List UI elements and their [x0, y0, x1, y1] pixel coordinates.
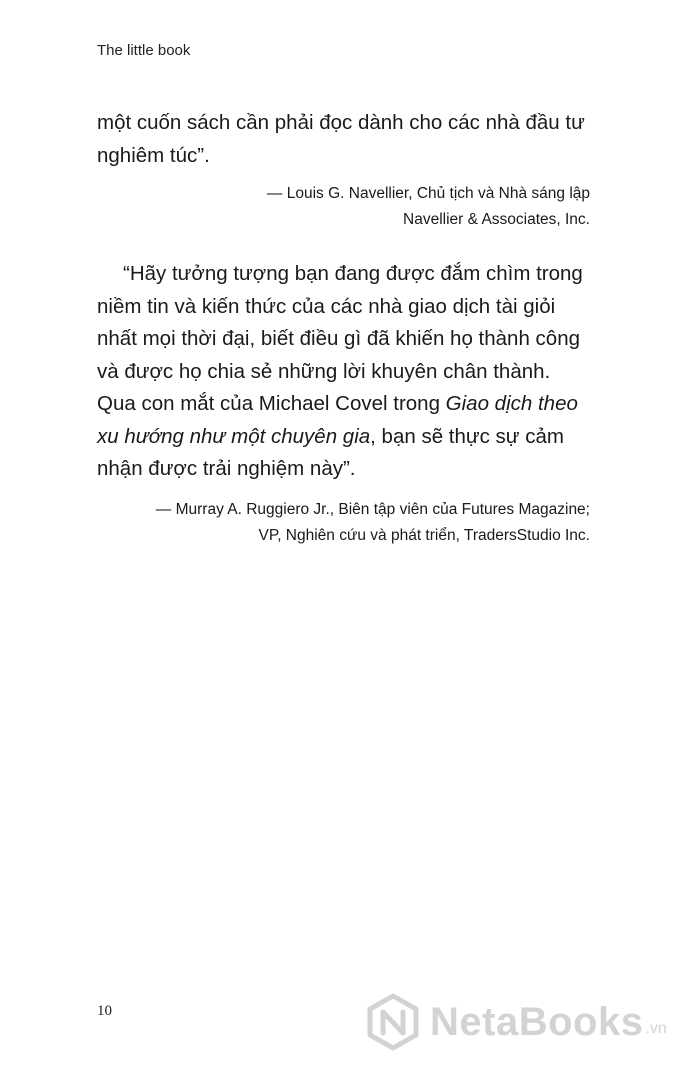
quote-2-text-before: “Hãy tưởng tượng bạn đang được đắm chìm trong niềm tin và kiến thức của các nhà giao dịch tài giỏi nhất mọi thời đại, biết điều gì đã khiến họ thành công và được họ chia sẻ những lời khuyên chân thành. Qua con mắt của Michael Covel trong [97, 262, 583, 415]
quote-2-attribution-line-2: VP, Nghiên cứu và phát triển, TradersStudio Inc. [258, 526, 590, 544]
watermark [364, 993, 667, 1051]
quote-2-attribution-line-1: — Murray A. Ruggiero Jr., Biên tập viên của Futures Magazine; [155, 501, 590, 518]
quote-1-text: một cuốn sách cần phải đọc dành cho các nhà đầu tư nghiêm túc”. [97, 111, 585, 167]
quote-1-attribution [267, 181, 590, 232]
quote-1-attribution-line-2: Navellier & Associates, Inc. [403, 210, 590, 228]
watermark-brand: NetaBooks [430, 999, 644, 1044]
quote-2-attribution [156, 497, 590, 548]
watermark-suffix: .vn [645, 1020, 667, 1037]
page-number: 10 [97, 1003, 112, 1019]
quote-2-text [97, 258, 591, 486]
quote-1-attribution-line-1: — Louis G. Navellier, Chủ tịch và Nhà sáng lập [266, 185, 590, 202]
quote-2-text-after: , bạn sẽ thực sự cảm nhận được trải nghiệm này”. [97, 424, 564, 480]
quote-2-book-title: Giao dịch theo xu hướng như một chuyên gia [97, 392, 578, 448]
running-header: The little book [97, 42, 191, 59]
netabooks-logo-icon [364, 993, 422, 1051]
